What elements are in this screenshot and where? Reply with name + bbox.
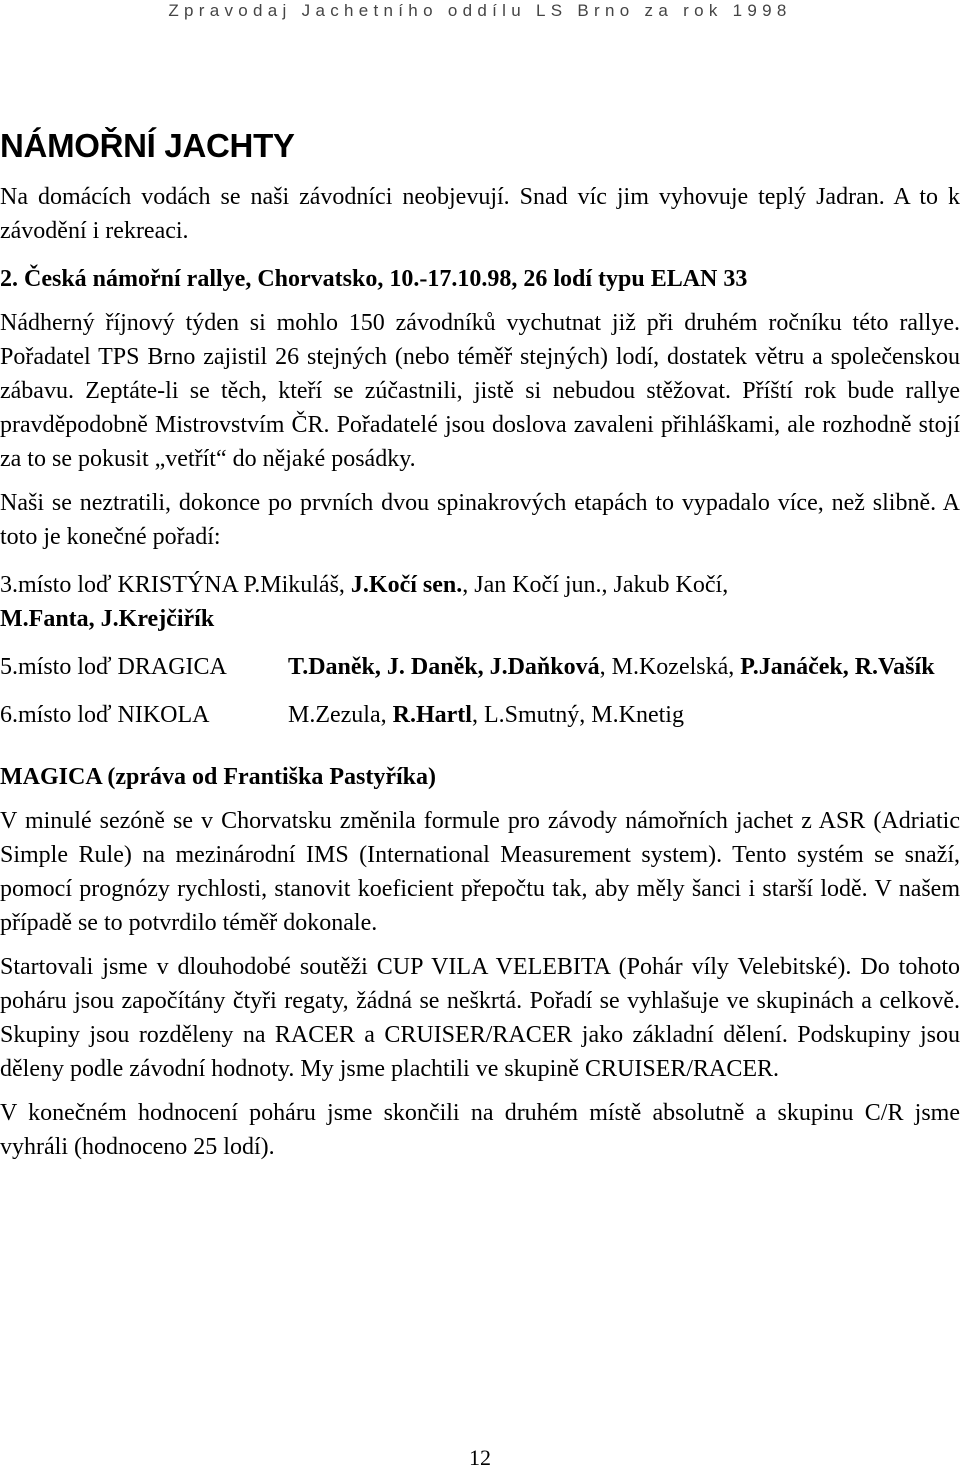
page-title: NÁMOŘNÍ JACHTY [0, 127, 295, 164]
crew-list: M.Zezula, R.Hartl, L.Smutný, M.Knetig [288, 702, 684, 728]
result-dragica [0, 650, 960, 684]
boat-name: 5.místo loď DRAGICA [0, 654, 227, 680]
intro-paragraph: Na domácích vodách se naši závodníci neobjevují. Snad víc jim vyhovuje teplý Jadran. A to k závodění i rekreaci. [0, 184, 960, 244]
boat-name: 3.místo loď KRISTÝNA [0, 572, 238, 598]
article-body [0, 180, 960, 1164]
result-nikola [0, 698, 960, 732]
magica-heading: MAGICA (zpráva od Františka Pastyříka) [0, 764, 436, 790]
crew-member: , Jakub Kočí, [601, 572, 729, 598]
crew-member: M.Fanta, J.Krejčiřík [0, 606, 215, 632]
crew-member: , Jan Kočí jun. [462, 572, 602, 598]
crew-member: J.Kočí sen. [350, 572, 463, 598]
rally-paragraph-1: Nádherný říjnový týden si mohlo 150 závodníků vychutnat již při druhém ročníku této rallye. Pořadatel TPS Brno zajistil 26 stejných (nebo téměř stejných) lodí, dostatek větru a společenskou zábavu. Zeptáte-li se těch, kteří se zúčastnili, jistě si nebudou stěžovat. Příští rok bude rallye pravděpodobně Mistrovstvím ČR. Pořadatelé jsou doslova zavaleni přihláškami, ale rozhodně stojí za to se pokusit „vetřít“ do nějaké posádky. [0, 310, 960, 472]
rally-heading: 2. Česká námořní rallye, Chorvatsko, 10.-17.10.98, 26 lodí typu ELAN 33 [0, 266, 748, 292]
magica-paragraph-1: V minulé sezóně se v Chorvatsku změnila formule pro závody námořních jachet z ASR (Adriatic Simple Rule) na mezinárodní IMS (International Measurement system). Tento systém se snaží, pomocí prognózy rychlosti, stanovit koeficient přepočtu tak, aby měly šanci i starší lodě. V našem případě se to potvrdilo téměř dokonale. [0, 808, 960, 936]
running-header: Zpravodaj Jachetního oddílu LS Brno za rok 1998 [168, 1, 792, 20]
crew-member: P.Mikuláš, [243, 572, 345, 598]
magica-paragraph-2: Startovali jsme v dlouhodobé soutěži CUP VILA VELEBITA (Pohár víly Velebitské). Do tohoto poháru jsou započítány čtyři regaty, žádná se neškrtá. Pořadí se vyhlašuje ve skupinách a celkově. Skupiny jsou rozděleny na RACER a CRUISER/RACER jako základní dělení. Podskupiny jsou děleny podle závodní hodnoty. My jsme plachtili ve skupině CRUISER/RACER. [0, 954, 960, 1082]
result-kristyna [0, 568, 960, 636]
crew-list: T.Daněk, J. Daněk, J.Daňková, M.Kozelská, P.Janáček, R.Vašík [288, 654, 935, 680]
magica-paragraph-3: V konečném hodnocení poháru jsme skončili na druhém místě absolutně a skupinu C/R jsme vyhráli (hodnoceno 25 lodí). [0, 1100, 960, 1160]
result-kristyna-text [0, 568, 960, 636]
page-number: 12 [469, 1445, 491, 1470]
boat-name: 6.místo loď NIKOLA [0, 702, 210, 728]
rally-paragraph-2: Naši se neztratili, dokonce po prvních dvou spinakrových etapách to vypadalo více, než slibně. A toto je konečné pořadí: [0, 490, 960, 550]
